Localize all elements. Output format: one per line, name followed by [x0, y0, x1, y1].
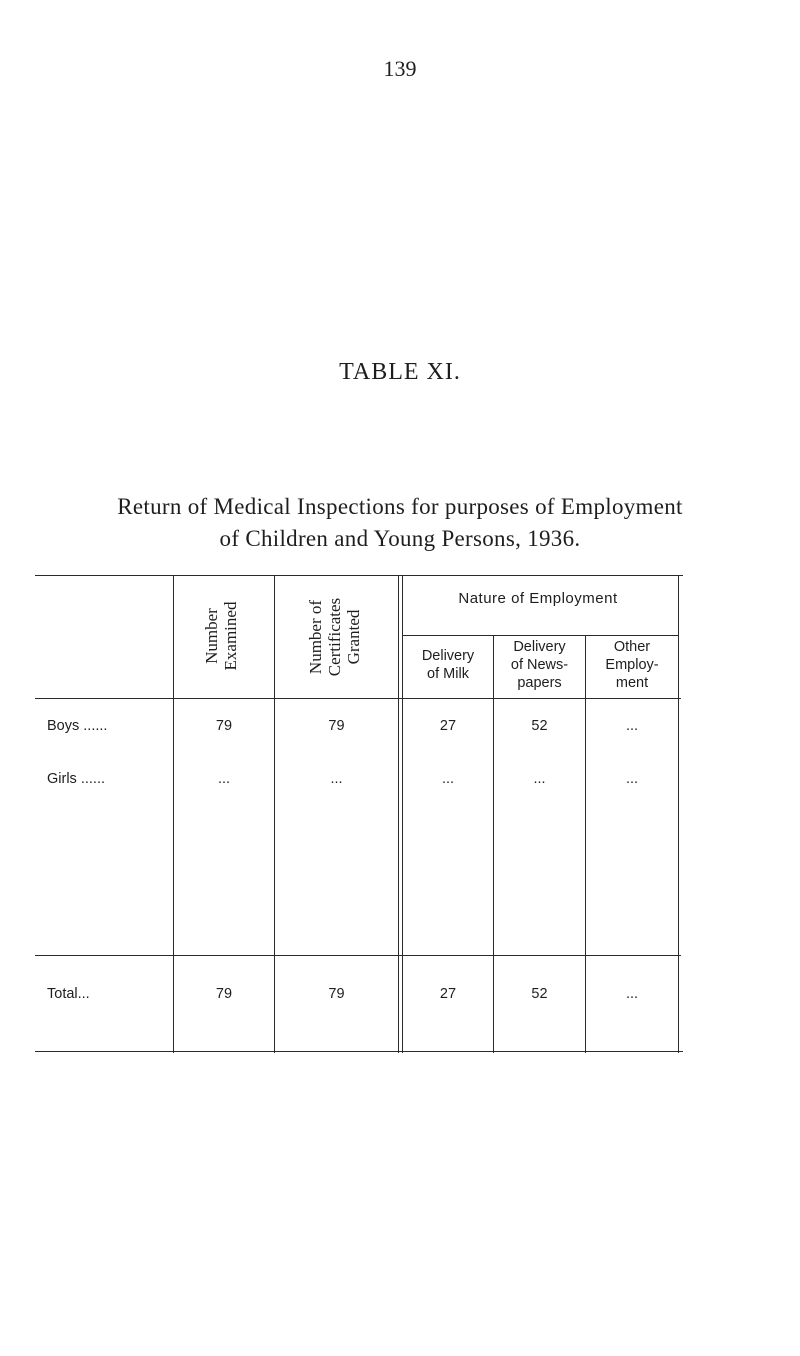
girls-newspapers: ...	[533, 771, 546, 787]
header-number-examined: Number Examined	[202, 601, 240, 671]
col-rule-6	[678, 575, 679, 1053]
header-delivery-milk: Delivery of Milk	[421, 648, 475, 682]
total-milk: 27	[439, 986, 457, 1002]
girls-examined: ...	[217, 771, 231, 787]
girls-other: ...	[625, 771, 639, 787]
total-granted: 79	[328, 986, 345, 1002]
row-label-boys: Boys ......	[47, 718, 108, 734]
subtitle-line-2: of Children and Young Persons, 1936.	[219, 526, 581, 551]
boys-examined: 79	[215, 718, 233, 734]
total-examined: 79	[215, 986, 233, 1002]
boys-granted: 79	[328, 718, 345, 734]
header-delivery-newspapers: Delivery of News- papers	[510, 639, 569, 691]
row-label-total: Total...	[47, 986, 90, 1002]
table-top-rule	[35, 575, 683, 576]
table-title: TABLE XI.	[339, 359, 461, 385]
subtitle-line-1: Return of Medical Inspections for purposes of Employment	[117, 494, 683, 519]
table-subtitle	[0, 491, 800, 555]
boys-milk: 27	[439, 718, 457, 734]
header-other-employment: Other Employ- ment	[605, 639, 659, 691]
col-rule-2	[274, 575, 275, 1053]
girls-milk: ...	[441, 771, 455, 787]
col-rule-3a	[398, 575, 399, 1053]
header-certificates-granted: Number of Certificates Granted	[306, 597, 363, 677]
boys-other: ...	[625, 718, 639, 734]
total-newspapers: 52	[531, 986, 548, 1002]
total-other: ...	[625, 986, 639, 1002]
page-number: 139	[383, 56, 417, 81]
col-rule-1	[173, 575, 174, 1053]
header-nature-of-employment: Nature of Employment	[458, 590, 618, 607]
nature-divider-rule	[403, 635, 678, 636]
row-label-girls: Girls ......	[47, 771, 105, 787]
girls-granted: ...	[330, 771, 343, 787]
employment-table	[35, 575, 683, 1053]
boys-newspapers: 52	[531, 718, 548, 734]
